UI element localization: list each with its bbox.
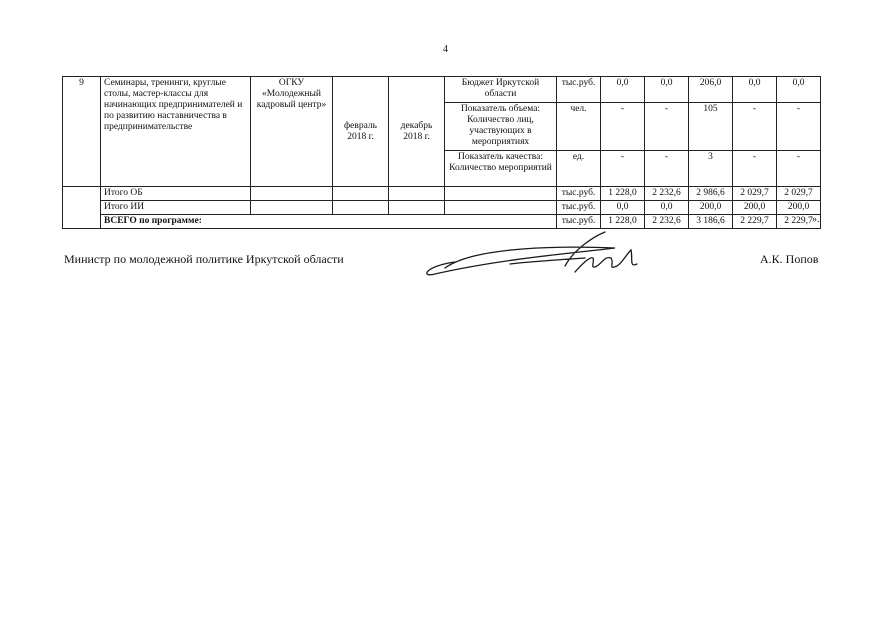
value-cell: 0,0: [645, 77, 689, 103]
value-cell: 1 228,0: [601, 187, 645, 201]
value-cell: 200,0: [733, 201, 777, 215]
table-row: [63, 77, 821, 103]
value-cell: -: [645, 151, 689, 187]
value-cell: -: [733, 103, 777, 151]
indicator-label: Показатель объема: Количество лиц, участвующих в мероприятиях: [445, 103, 557, 151]
value-cell: 2 229,7: [733, 215, 777, 229]
value-cell: 3: [689, 151, 733, 187]
value-cell: 1 228,0: [601, 215, 645, 229]
program-table: [62, 76, 821, 229]
value-cell: -: [601, 151, 645, 187]
total-label: Итого ИИ: [101, 201, 251, 215]
value-cell: 0,0: [645, 201, 689, 215]
unit: чел.: [557, 103, 601, 151]
empty-cell: [251, 201, 333, 215]
activity-title: Семинары, тренинги, круглые столы, мастер-классы для начинающих предпринимателей и по развитию наставничества в предпринимательстве: [101, 77, 251, 187]
value-cell: 3 186,6: [689, 215, 733, 229]
executor: ОГКУ «Молодежный кадровый центр»: [251, 77, 333, 187]
value-cell: 2 029,7: [733, 187, 777, 201]
value-cell: 0,0: [777, 77, 821, 103]
unit: тыс.руб.: [557, 201, 601, 215]
indicator-label: Показатель качества: Количество мероприятий: [445, 151, 557, 187]
value-cell: 0,0: [601, 201, 645, 215]
total-row: [63, 201, 821, 215]
value-cell: 2 232,6: [645, 215, 689, 229]
empty-cell: [333, 201, 389, 215]
page-number: 4: [443, 44, 448, 55]
empty-cell: [389, 187, 445, 201]
unit: тыс.руб.: [557, 77, 601, 103]
signatory-position: Министр по молодежной политике Иркутской области: [64, 252, 344, 266]
value-cell: -: [777, 151, 821, 187]
value-cell: 200,0: [777, 201, 821, 215]
value-cell: -: [733, 151, 777, 187]
value-cell: 2 232,6: [645, 187, 689, 201]
row-number: 9: [63, 77, 101, 187]
empty-cell: [251, 187, 333, 201]
value-cell: 0,0: [601, 77, 645, 103]
total-row: [63, 187, 821, 201]
unit: тыс.руб.: [557, 215, 601, 229]
empty-cell: [445, 201, 557, 215]
value-cell: 2 029,7: [777, 187, 821, 201]
empty-cell: [389, 201, 445, 215]
empty-cell: [333, 187, 389, 201]
signatory-name: А.К. Попов: [760, 252, 819, 266]
closing-quote: ».: [812, 214, 820, 225]
value-cell: 2 229,7: [777, 215, 821, 229]
funding-source: Бюджет Иркутской области: [445, 77, 557, 103]
start-date: февраль 2018 г.: [333, 77, 389, 187]
end-date: декабрь 2018 г.: [389, 77, 445, 187]
grand-total-label: ВСЕГО по программе:: [101, 215, 557, 229]
value-cell: 2 986,6: [689, 187, 733, 201]
empty-cell: [63, 187, 101, 229]
value-cell: 0,0: [733, 77, 777, 103]
value-cell: -: [601, 103, 645, 151]
signature-image: [415, 228, 655, 288]
total-label: Итого ОБ: [101, 187, 251, 201]
value-cell: 105: [689, 103, 733, 151]
unit: тыс.руб.: [557, 187, 601, 201]
unit: ед.: [557, 151, 601, 187]
total-row: [63, 215, 821, 229]
value-cell: -: [645, 103, 689, 151]
value-cell: 200,0: [689, 201, 733, 215]
value-cell: -: [777, 103, 821, 151]
value-cell: 206,0: [689, 77, 733, 103]
empty-cell: [445, 187, 557, 201]
